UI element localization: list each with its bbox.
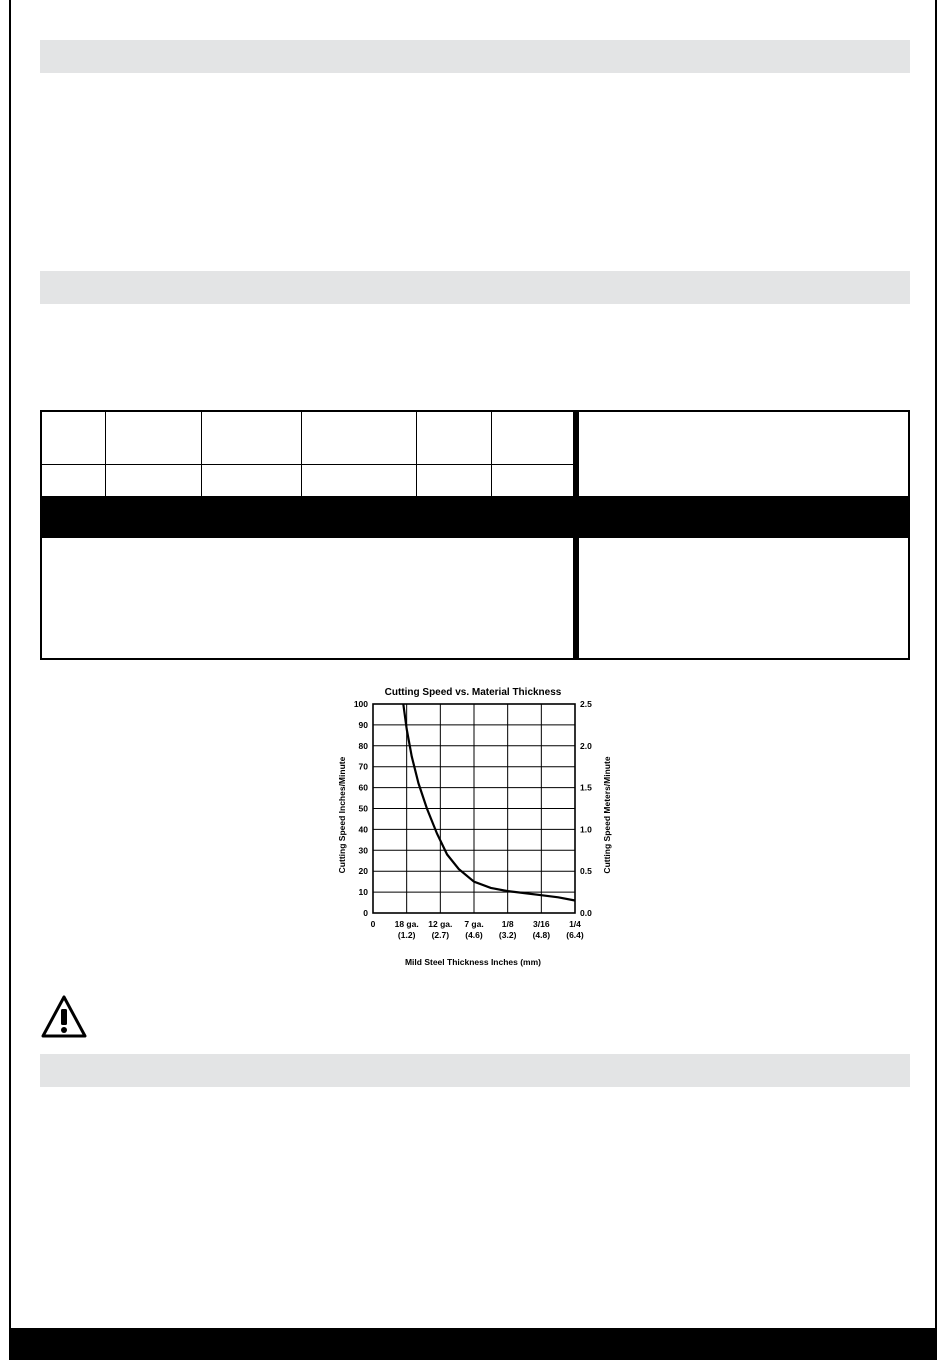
x-tick-sublabel: (6.4) <box>566 930 584 940</box>
x-tick-label: 0 <box>370 919 376 929</box>
chart-title: Cutting Speed vs. Material Thickness <box>384 687 562 698</box>
x-tick-sublabel: (1.2) <box>397 930 416 940</box>
y-tick-label: 80 <box>358 740 368 751</box>
y-tick-label: 20 <box>358 866 368 877</box>
section-header-bar-2 <box>40 271 910 304</box>
x-tick-sublabel: (4.8) <box>532 930 551 940</box>
table-divider <box>491 412 492 496</box>
x-tick-sublabel: (2.7) <box>431 930 450 940</box>
chart-svg <box>330 680 620 975</box>
footer-bar <box>9 1328 937 1360</box>
y-right-tick-label: 2.0 <box>580 740 592 751</box>
table-divider <box>301 412 302 496</box>
y-tick-label: 100 <box>353 699 368 709</box>
x-tick-sublabel: (4.6) <box>465 930 483 940</box>
x-tick-label: 1/4 <box>569 919 581 929</box>
cutting-speed-chart <box>330 680 620 975</box>
x-axis-label: Mild Steel Thickness Inches (mm) <box>404 957 542 967</box>
y-tick-label: 40 <box>358 824 368 835</box>
table-black-band <box>42 496 908 538</box>
x-tick-label: 18 ga. <box>394 919 419 929</box>
y-tick-label: 90 <box>358 719 368 730</box>
spec-table <box>40 410 910 660</box>
y-tick-label: 60 <box>358 782 368 793</box>
table-row-divider <box>42 464 573 465</box>
table-divider <box>201 412 202 496</box>
page-frame <box>9 0 937 1350</box>
x-tick-label: 1/8 <box>501 919 514 929</box>
table-divider <box>105 412 106 496</box>
table-divider <box>416 412 417 496</box>
x-tick-label: 7 ga. <box>464 919 484 929</box>
y-tick-label: 0 <box>363 908 368 918</box>
y-right-tick-label: 1.5 <box>580 782 592 793</box>
y-right-tick-label: 0.5 <box>580 866 592 877</box>
x-tick-label: 3/16 <box>533 919 550 929</box>
y-right-tick-label: 2.5 <box>580 699 592 709</box>
section-header-bar-3 <box>40 1054 910 1087</box>
y-tick-label: 30 <box>358 845 368 856</box>
warning-icon <box>40 993 88 1039</box>
section-header-bar-1 <box>40 40 910 73</box>
y-tick-label: 70 <box>358 761 368 772</box>
y-tick-label: 10 <box>358 887 368 898</box>
y-right-tick-label: 1.0 <box>580 824 592 835</box>
x-tick-label: 12 ga. <box>428 919 453 929</box>
x-tick-sublabel: (3.2) <box>498 930 517 940</box>
y-axis-label-right: Cutting Speed Meters/Minute <box>602 756 612 874</box>
y-right-tick-label: 0.0 <box>580 908 592 918</box>
y-axis-label-left: Cutting Speed Inches/Minute <box>337 756 347 874</box>
y-tick-label: 50 <box>358 803 368 814</box>
